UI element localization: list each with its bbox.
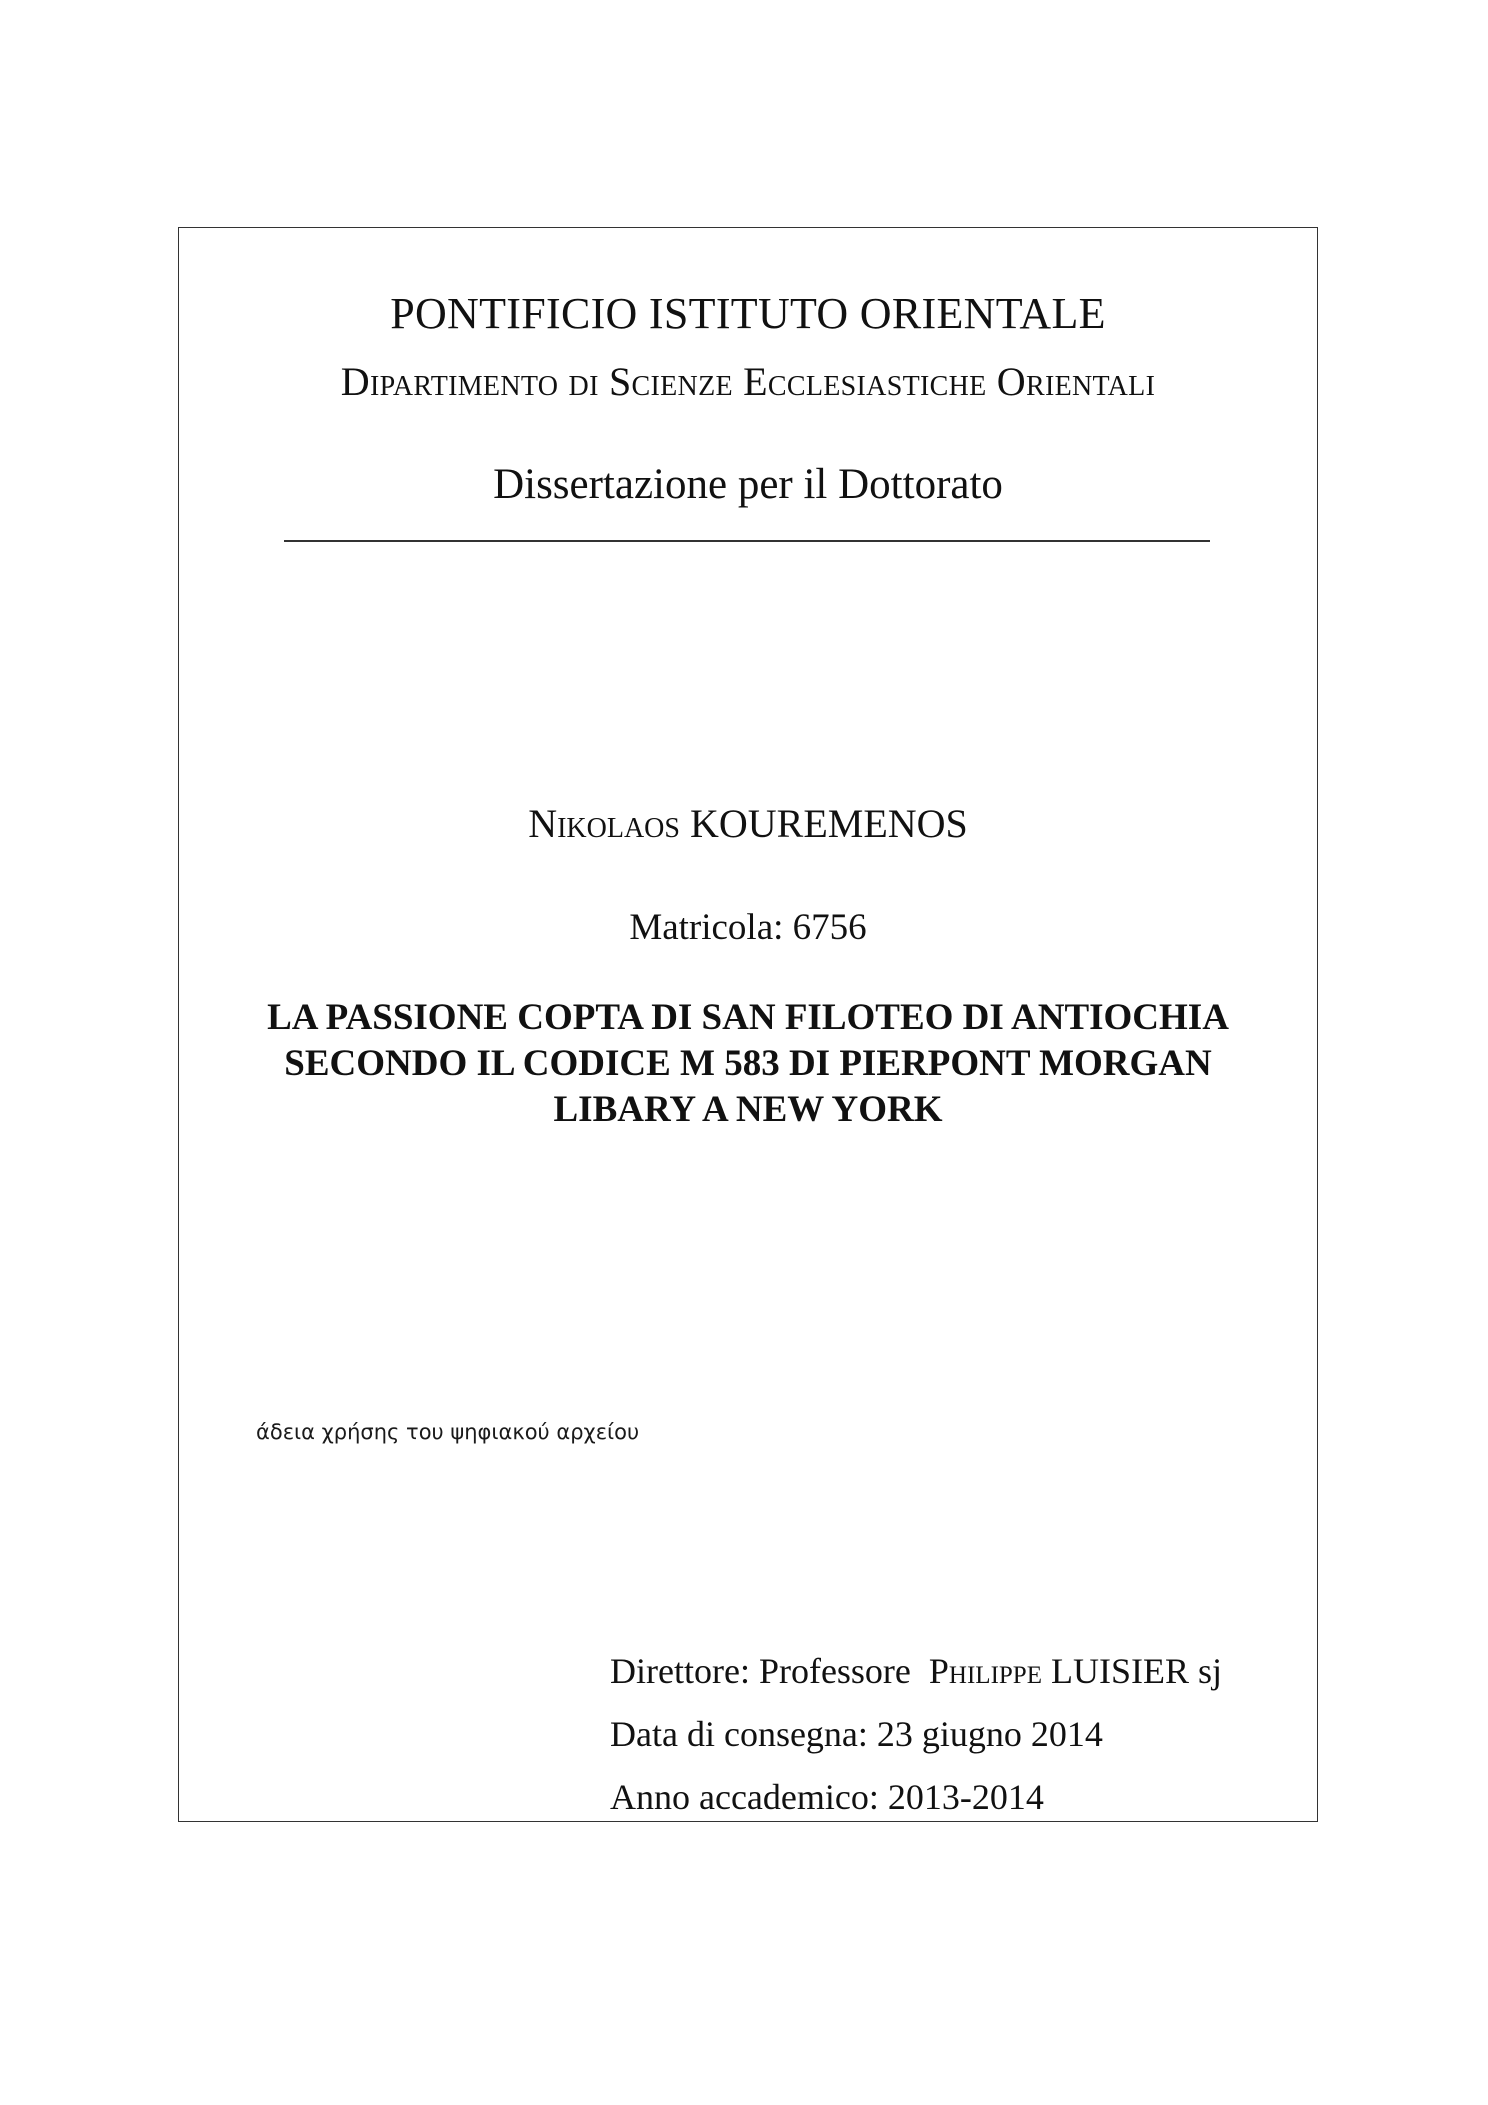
dissertation-type: Dissertazione per il Dottorato — [493, 461, 1003, 508]
author-given-name: Nikolaos — [528, 801, 680, 846]
title-line: SECONDO IL CODICE M 583 DI PIERPONT MORGAN — [284, 1043, 1212, 1084]
department-name: Dipartimento di Scienze Ecclesiastiche Orientali — [340, 359, 1156, 404]
director-prefix: Direttore: Professore — [610, 1651, 911, 1691]
author-surname: KOUREMENOS — [689, 801, 968, 846]
dissertation-title — [178, 995, 1318, 1133]
title-line: LA PASSIONE COPTA DI SAN FILOTEO DI ANTIOCHIA — [267, 997, 1229, 1038]
academic-year: Anno accademico: 2013-2014 — [610, 1777, 1044, 1817]
director-suffix: sj — [1197, 1651, 1222, 1691]
institute-name: PONTIFICIO ISTITUTO ORIENTALE — [390, 289, 1106, 338]
usage-license-note: άδεια χρήσης του ψηφιακού αρχείου — [256, 1420, 640, 1444]
header-divider — [284, 540, 1210, 542]
student-id: Matricola: 6756 — [629, 907, 867, 948]
director-surname: LUISIER — [1050, 1651, 1189, 1691]
title-line: LIBARY A NEW YORK — [553, 1089, 943, 1130]
director-line — [610, 1650, 1222, 1692]
delivery-date: Data di consegna: 23 giugno 2014 — [610, 1714, 1103, 1754]
author-name — [178, 800, 1318, 847]
director-given-name: Philippe — [928, 1651, 1042, 1691]
